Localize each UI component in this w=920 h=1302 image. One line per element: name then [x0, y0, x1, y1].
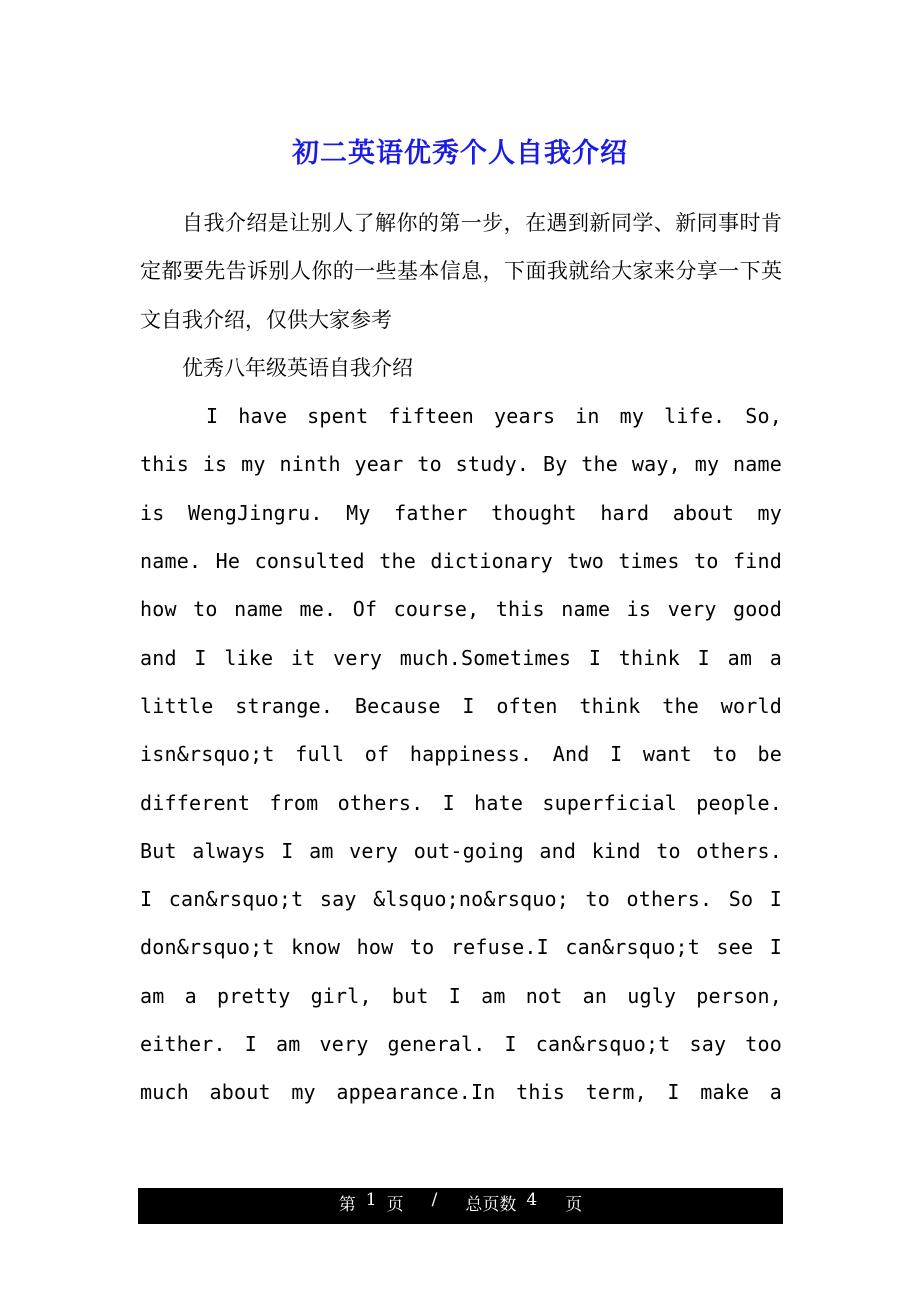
page-label-suffix: 页 — [386, 1195, 404, 1215]
document-body — [140, 199, 782, 1117]
page-title: 初二英语优秀个人自我介绍 — [292, 138, 628, 170]
english-paragraph: I have spent fifteen years in my life. So, this is my ninth year to study. By the way, my name is WengJingru. My father thought hard about my name. He consulted the dictionary two times to find how to name me. Of course, this name is very good and I like it very much.Sometimes I think I am a little strange. Because I often think the world isn&rsquo;t full of happiness. And I want to be different from others. I hate superficial people. But always I am very out-going and kind to others. I can&rsquo;t say &lsquo;no&rsquo; to others. So I don&rsquo;t know how to refuse.I can&rsquo;t see I am a pretty girl, but I am not an ugly person, either. I am very general. I can&rsquo;t say too much about my appearance.In this term, I make a — [140, 404, 782, 1105]
page-footer — [138, 1188, 783, 1224]
current-page-number: 1 — [365, 1190, 377, 1210]
page-label-prefix: 第 — [338, 1195, 356, 1215]
section-subheading: 优秀八年级英语自我介绍 — [182, 355, 413, 380]
total-pages-number: 4 — [526, 1190, 538, 1210]
intro-paragraph: 自我介绍是让别人了解你的第一步，在遇到新同学、新同事时肯定都要先告诉别人你的一些基本信息，下面我就给大家来分享一下英文自我介绍，仅供大家参考 — [140, 211, 782, 332]
page-separator: / — [431, 1190, 438, 1210]
total-pages-label: 总页数 — [465, 1195, 517, 1215]
total-pages-suffix: 页 — [565, 1195, 583, 1215]
